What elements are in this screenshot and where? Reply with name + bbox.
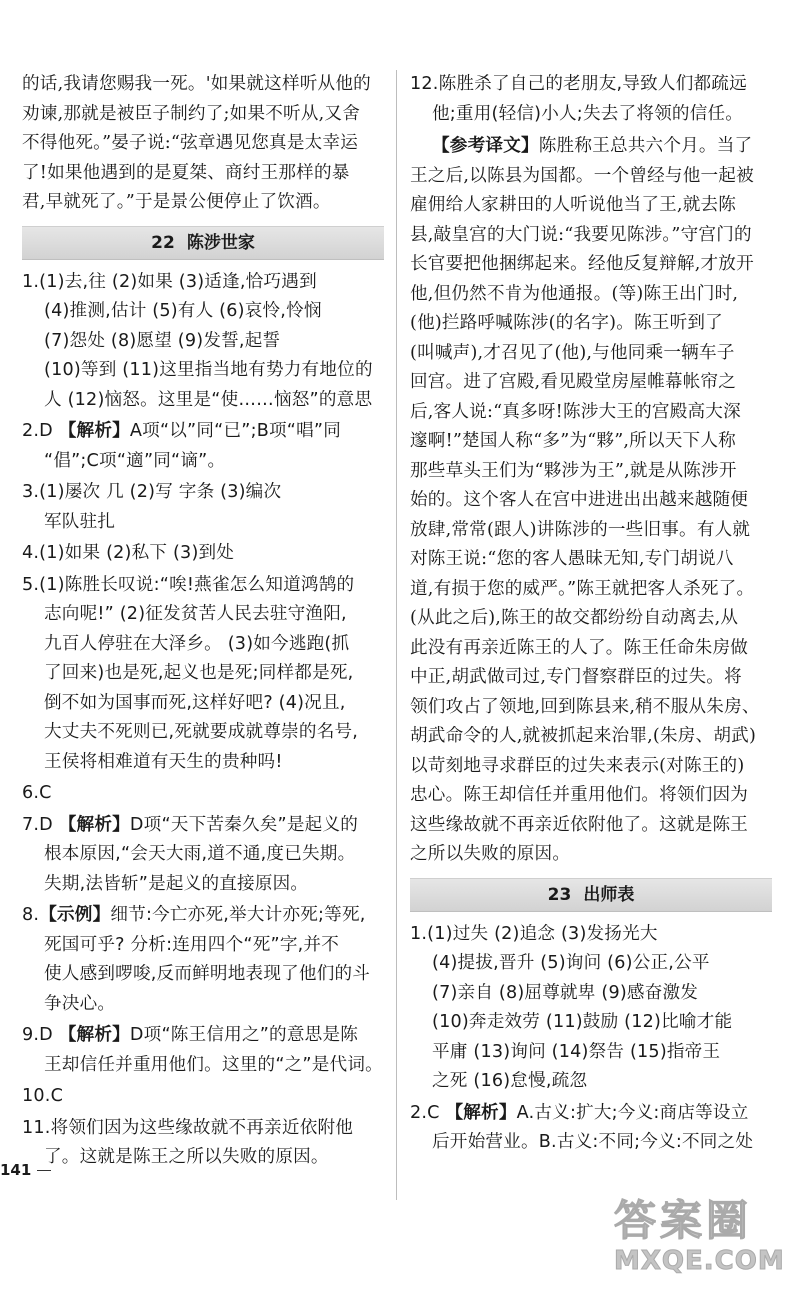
- example-tag: 【示例】: [39, 905, 111, 925]
- answer-line: 之死 (16)怠慢,疏忽: [432, 1071, 588, 1091]
- answer-line: 九百人停驻在大泽乡。 (3)如今逃跑(抓: [44, 633, 350, 654]
- answer-line: 根本原因,“会天大雨,道不通,度已失期。: [44, 844, 356, 864]
- translation-tag: 【参考译文】: [432, 135, 539, 156]
- section-name: 陈涉世家: [186, 232, 255, 253]
- translation-line: 之所以失败的原因。: [410, 844, 571, 864]
- answer-line: [22, 417, 384, 447]
- translation-line: 王之后,以陈县为国都。一个曾经与他一起被: [410, 165, 754, 186]
- translation-line: 他,但仍然不肯为他通报。(等)陈王出门时,: [410, 283, 739, 304]
- intro-line: 不得他死。”晏子说:“弦章遇见您真是太幸运: [22, 133, 359, 153]
- translation-line: 忠心。陈王却信任并重用他们。将领们因为: [410, 785, 749, 805]
- section-number: 22: [151, 232, 175, 253]
- answer-line: 志向呢!” (2)征发贫苦人民去驻守渔阳,: [44, 604, 347, 624]
- translation-line: 邃啊!”楚国人称“多”为“夥”,所以天下人称: [410, 431, 736, 451]
- question-number: 9.D: [22, 1025, 53, 1045]
- answer-line: 大丈夫不死则已,死就要成就尊崇的名号,: [44, 722, 359, 742]
- translation-line: 道,有损于您的威严。”陈王就把客人杀死了。: [410, 578, 755, 599]
- translation-line: 始的。这个客人在宫中进进出出越来越随便: [410, 490, 749, 510]
- answer-line: [22, 901, 384, 931]
- translation-text: 陈胜称王总共六个月。当了: [538, 136, 753, 156]
- question-number: 8.: [22, 905, 40, 925]
- answer-line: 他;重用(轻信)小人;失去了将领的信任。: [432, 103, 744, 124]
- watermark-url: MXQE.COM: [614, 1246, 785, 1276]
- answer-text: A.古义:扩大;今义:商店等设立: [516, 1102, 749, 1123]
- analysis-tag: 【解析】: [445, 1102, 517, 1123]
- answer-line: 3.(1)屡次 几 (2)写 字条 (3)编次: [22, 482, 282, 502]
- answer-line: [410, 1099, 772, 1129]
- answer-line: 王侯将相难道有天生的贵种吗!: [44, 751, 283, 772]
- question-number: 2.D: [22, 421, 53, 441]
- answer-line: 11.将领们因为这些缘故就不再亲近依附他: [22, 1117, 354, 1138]
- question-number: 2.C: [410, 1102, 440, 1123]
- answer-line: [22, 811, 384, 841]
- translation-line: 领们攻占了领地,回到陈县来,稍不服从朱房、: [410, 696, 760, 717]
- answer-line: 10.C: [22, 1086, 64, 1106]
- translation-line: (叫喊声),才召见了(他),与他同乘一辆车子: [410, 342, 735, 363]
- left-column: [22, 70, 384, 1173]
- answer-line: 后开始营业。B.古义:不同;今义:不同之处: [432, 1132, 754, 1152]
- answer-line: 死国可乎? 分析:连用四个“死”字,并不: [44, 934, 339, 955]
- answer-line: 1.(1)过失 (2)追念 (3)发扬光大: [410, 923, 658, 944]
- answer-line: (10)奔走效劳 (11)鼓励 (12)比喻才能: [432, 1012, 733, 1032]
- answer-line: 6.C: [22, 783, 52, 803]
- translation-line: 回宫。进了宫殿,看见殿堂房屋帷幕帐帘之: [410, 372, 737, 392]
- answer-line: 12.陈胜杀了自己的老朋友,导致人们都疏远: [410, 74, 747, 94]
- page-number: [0, 1161, 51, 1179]
- translation-line: 后,客人说:“真多呀!陈涉大王的宫殿高大深: [410, 401, 741, 422]
- translation-line: 雇佣给人家耕田的人听说他当了王,就去陈: [410, 195, 737, 215]
- answer-line: 了。这就是陈王之所以失败的原因。: [44, 1147, 329, 1167]
- answer-line: [22, 1021, 384, 1051]
- answer-line: 4.(1)如果 (2)私下 (3)到处: [22, 543, 235, 563]
- analysis-tag: 【解析】: [58, 421, 130, 441]
- translation-line: 对陈王说:“您的客人愚昧无知,专门胡说八: [410, 549, 734, 569]
- question-number: 7.D: [22, 814, 53, 835]
- column-divider: [396, 70, 397, 1200]
- answer-line: 人 (12)恼怒。这里是“使……恼怒”的意思: [44, 389, 373, 410]
- answer-line: (4)推测,估计 (5)有人 (6)哀怜,怜悯: [44, 301, 322, 321]
- answer-line: (10)等到 (11)这里指当地有势力有地位的: [44, 360, 373, 380]
- translation-line: (他)拦路呼喊陈涉(的名字)。陈王听到了: [410, 313, 723, 333]
- translation-line: 长官要把他捆绑起来。经他反复辩解,才放开: [410, 254, 754, 274]
- intro-line: 劝谏,那就是被臣子制约了;如果不听从,又舍: [22, 103, 361, 124]
- page-number-text: 141: [0, 1161, 32, 1179]
- answer-line: 平庸 (13)询问 (14)祭告 (15)指帝王: [432, 1041, 721, 1062]
- section-title-22: [22, 226, 384, 260]
- answer-line: “倡”;C项“適”同“谪”。: [44, 450, 226, 471]
- answer-line: 军队驻扎: [44, 511, 116, 532]
- answer-text: D项“天下苦秦久矣”是起义的: [129, 814, 359, 835]
- section-name: 出师表: [583, 884, 635, 905]
- translation-line: 放肆,常常(跟人)讲陈涉的一些旧事。有人就: [410, 519, 751, 540]
- section-title-23: [410, 878, 772, 912]
- answer-text: 细节:今亡亦死,举大计亦死;等死,: [110, 905, 366, 925]
- translation-line: 那些草头王们为“夥涉为王”,就是从陈涉开: [410, 460, 737, 481]
- answer-line: 争决心。: [44, 993, 116, 1014]
- watermark-logo: [614, 1196, 792, 1288]
- answer-line: (7)怨处 (8)愿望 (9)发誓,起誓: [44, 330, 281, 351]
- answer-line: (7)亲自 (8)屈尊就卑 (9)感奋激发: [432, 982, 699, 1003]
- translation-line: [410, 131, 772, 162]
- answer-line: (4)提拔,晋升 (5)询问 (6)公正,公平: [432, 953, 710, 973]
- analysis-tag: 【解析】: [58, 814, 130, 835]
- translation-line: 县,敲皇宫的大门说:“我要见陈涉。”守宫门的: [410, 224, 752, 245]
- answer-text: A项“以”同“已”;B项“唱”同: [129, 421, 342, 441]
- analysis-tag: 【解析】: [58, 1025, 130, 1045]
- answer-line: 使人感到啰唆,反而鲜明地表现了他们的斗: [44, 964, 371, 984]
- translation-line: (从此之后),陈王的故交都纷纷自动离去,从: [410, 608, 739, 628]
- translation-line: 此没有再亲近陈王的人了。陈王任命朱房做: [410, 637, 749, 658]
- answer-text: D项“陈王信用之”的意思是陈: [129, 1025, 359, 1045]
- answer-line: 5.(1)陈胜长叹说:“唉!燕雀怎么知道鸿鹄的: [22, 574, 355, 595]
- translation-line: 胡武命令的人,就被抓起来治罪,(朱房、胡武): [410, 726, 757, 746]
- answer-line: 了回来)也是死,起义也是死;同样都是死,: [44, 663, 354, 683]
- answer-line: 倒不如为国事而死,这样好吧? (4)况且,: [44, 692, 346, 713]
- answer-line: 失期,法皆斩”是起义的直接原因。: [44, 873, 309, 894]
- right-column: [410, 70, 772, 1158]
- section-number: 23: [547, 884, 572, 905]
- intro-line: 了!如果他遇到的是夏桀、商纣王那样的暴: [22, 162, 350, 183]
- translation-line: 以苛刻地寻求群臣的过失来表示(对陈王的): [410, 755, 745, 776]
- answer-line: 1.(1)去,往 (2)如果 (3)适逢,恰巧遇到: [22, 271, 317, 292]
- translation-line: 中正,胡武做司过,专门督察群臣的过失。将: [410, 667, 742, 687]
- translation-line: 这些缘故就不再亲近依附他了。这就是陈王: [410, 814, 749, 835]
- intro-line: 君,早就死了。”于是景公便停止了饮酒。: [22, 192, 331, 212]
- watermark-logo-text: 答案圈: [614, 1196, 753, 1245]
- answer-line: 王却信任并重用他们。这里的“之”是代词。: [44, 1054, 383, 1075]
- intro-line: 的话,我请您赐我一死。'如果就这样听从他的: [22, 74, 371, 94]
- page-number-dash: [37, 1170, 51, 1171]
